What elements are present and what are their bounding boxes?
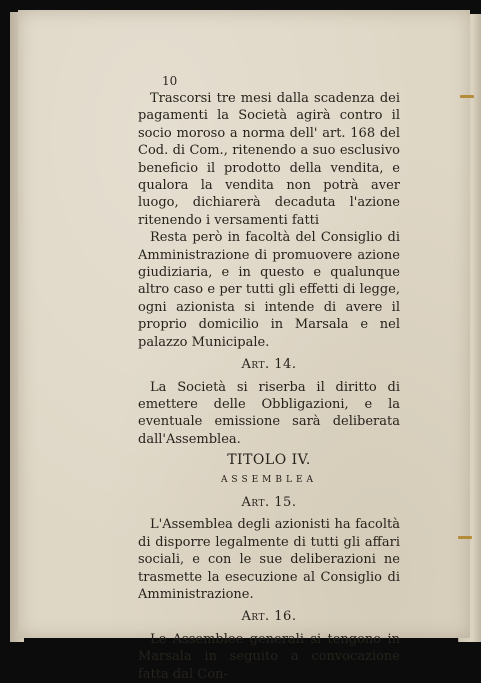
- staple-mark-top: [460, 95, 474, 98]
- article-15-heading: Art. 15.: [241, 494, 297, 510]
- article-14-text: La Società si riserba il diritto di emettere delle Obbligazioni, e la eventuale emissione sarà deliberata dall'Assemblea.: [138, 379, 400, 447]
- article-16-heading: Art. 16.: [241, 609, 297, 625]
- article-16-text: Le Assemblee generali si tengono in Marsala in seguito a convocazione fatta dal Con-: [138, 631, 400, 682]
- title-iv-heading: TITOLO IV.: [227, 452, 311, 469]
- staple-mark-bottom: [458, 536, 472, 539]
- page-text-block: [138, 90, 400, 683]
- article-14-heading: Art. 14.: [241, 357, 297, 373]
- assemblea-section-heading: ASSEMBLEA: [220, 474, 318, 485]
- paragraph-1: Trascorsi tre mesi dalla scadenza dei pagamenti la Società agirà contro il socio moroso a norma dell' art. 168 del Cod. di Com., ritenendo a suo esclusivo beneficio il prodotto della vendita, e qualora la vendita non potrà aver luogo, dichiarerà decaduta l'azione ritenendo i versamenti fatti: [138, 91, 400, 228]
- article-15-text: L'Assemblea degli azionisti ha facoltà di disporre legalmente di tutti gli affari sociali, e con le sue deliberazioni ne trasmette la esecuzione al Consiglio di Amministrazione.: [138, 517, 400, 602]
- page-number: 10: [162, 74, 178, 88]
- paragraph-2: Resta però in facoltà del Consiglio di Amministrazione di promuovere azione giudiziaria, e in questo e qualunque altro caso e per tutti gli effetti di legge, ogni azionista si intende di avere il proprio domicilio in Marsala e nel palazzo Municipale.: [138, 230, 400, 350]
